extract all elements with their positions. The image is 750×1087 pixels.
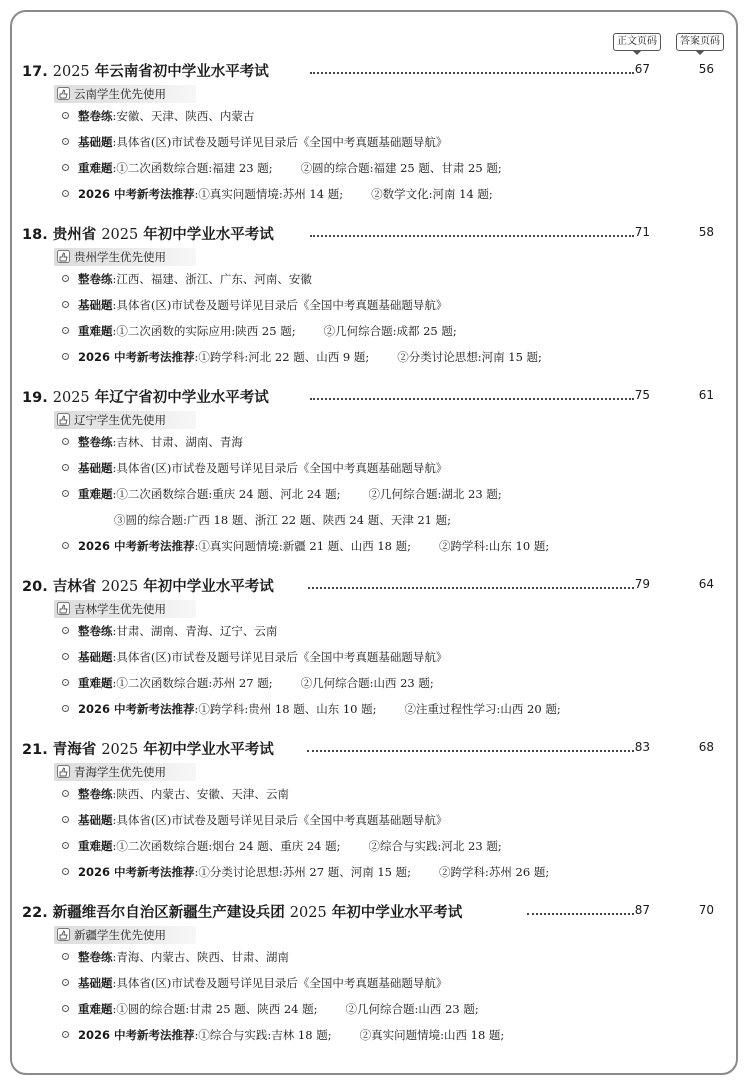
circle-bullet-icon <box>62 112 69 119</box>
section-title-row[interactable] <box>22 60 722 82</box>
toc-item <box>62 155 722 181</box>
item-text: :具体省(区)市试卷及题号详见目录后《全国中考真题基础题导航》 <box>112 135 448 149</box>
item-text: :①综合与实践:吉林 18 题; <box>194 1028 332 1042</box>
toc-item <box>62 292 722 318</box>
banner-label: 贵州学生优先使用 <box>74 250 166 264</box>
section-title-part: 2025 <box>101 227 139 243</box>
item-text: :具体省(区)市试卷及题号详见目录后《全国中考真题基础题导航》 <box>112 461 448 475</box>
circle-bullet-icon <box>62 464 69 471</box>
banner-label: 云南学生优先使用 <box>74 87 166 101</box>
section-title: 19. 2025 年辽宁省初中学业水平考试 <box>22 390 269 406</box>
dot-leader <box>308 579 634 589</box>
answer-page-number: 64 <box>698 577 714 591</box>
item-text: :陕西、内蒙古、安徽、天津、云南 <box>112 787 289 801</box>
item-text: :青海、内蒙古、陕西、甘肃、湖南 <box>112 950 289 964</box>
section-title-part: 青海省 <box>52 742 102 758</box>
item-label: 重难题 <box>78 1002 113 1016</box>
priority-banner <box>54 85 196 103</box>
item-label: 重难题 <box>78 487 113 501</box>
priority-banner <box>54 763 196 781</box>
section-title-part: 年初中学业水平考试 <box>326 905 463 921</box>
main-page-badge: 正文页码 <box>613 33 661 51</box>
item-label: 基础题 <box>78 813 113 827</box>
item-text-secondary: ②几何综合题:成都 25 题; <box>323 324 457 338</box>
section-title-part: 新疆维吾尔自治区新疆生产建设兵团 <box>52 905 290 921</box>
section-title-row[interactable] <box>22 575 722 597</box>
dot-leader <box>527 905 634 915</box>
section-title-row[interactable] <box>22 223 722 245</box>
hand-pointer-icon <box>57 928 70 941</box>
circle-bullet-icon <box>62 301 69 308</box>
section-title-part: 贵州省 <box>52 227 102 243</box>
toc-section <box>22 901 722 1048</box>
main-page-number: 67 <box>634 62 650 76</box>
section-title-part: 年初中学业水平考试 <box>138 742 274 758</box>
item-text: :①圆的综合题:甘肃 25 题、陕西 24 题; <box>112 1002 318 1016</box>
item-text-secondary: ②真实问题情境:山西 18 题; <box>359 1028 505 1042</box>
circle-bullet-icon <box>62 275 69 282</box>
toc-item <box>62 781 722 807</box>
circle-bullet-icon <box>62 842 69 849</box>
toc-item <box>62 970 722 996</box>
answer-page-number: 68 <box>698 740 714 754</box>
circle-bullet-icon <box>62 327 69 334</box>
toc-item <box>62 644 722 670</box>
main-page-number: 75 <box>634 388 650 402</box>
toc-item <box>62 944 722 970</box>
item-text: :吉林、甘肃、湖南、青海 <box>112 435 243 449</box>
item-text-secondary: ②分类讨论思想:河南 15 题; <box>397 350 542 364</box>
circle-bullet-icon <box>62 653 69 660</box>
section-title-part: 2025 <box>289 905 327 921</box>
item-text-secondary: ②综合与实践:河北 23 题; <box>368 839 502 853</box>
section-number: 21 <box>22 742 43 758</box>
banner-label: 辽宁学生优先使用 <box>74 413 166 427</box>
toc-section <box>22 223 722 370</box>
item-text: :江西、福建、浙江、广东、河南、安徽 <box>112 272 312 286</box>
toc-item <box>62 103 722 129</box>
section-title-row[interactable] <box>22 738 722 760</box>
answer-page-number: 58 <box>698 225 714 239</box>
section-number: 20 <box>22 579 43 595</box>
circle-bullet-icon <box>62 705 69 712</box>
item-text-secondary: ②几何综合题:山西 23 题; <box>300 676 434 690</box>
circle-bullet-icon <box>62 1005 69 1012</box>
toc-item <box>62 507 722 533</box>
toc-item <box>62 455 722 481</box>
item-text: :具体省(区)市试卷及题号详见目录后《全国中考真题基础题导航》 <box>112 813 448 827</box>
toc-item <box>62 833 722 859</box>
dot-leader <box>307 742 634 752</box>
toc-item <box>62 618 722 644</box>
circle-bullet-icon <box>62 353 69 360</box>
priority-banner <box>54 411 196 429</box>
section-title: 20. 吉林省 2025 年初中学业水平考试 <box>22 579 274 595</box>
item-label: 2026 中考新考法推荐 <box>78 187 195 201</box>
main-page-number: 71 <box>634 225 650 239</box>
section-title-part: 2025 <box>101 579 139 595</box>
item-label: 基础题 <box>78 650 113 664</box>
banner-label: 吉林学生优先使用 <box>74 602 166 616</box>
section-number: 17 <box>22 64 43 80</box>
priority-banner <box>54 926 196 944</box>
circle-bullet-icon <box>62 816 69 823</box>
answer-page-number: 70 <box>698 903 714 917</box>
circle-bullet-icon <box>62 679 69 686</box>
circle-bullet-icon <box>62 542 69 549</box>
section-title: 22. 新疆维吾尔自治区新疆生产建设兵团 2025 年初中学业水平考试 <box>22 905 463 921</box>
toc-section <box>22 60 722 207</box>
item-label: 基础题 <box>78 461 113 475</box>
answer-page-number: 56 <box>698 62 714 76</box>
item-text-secondary: ②圆的综合题:福建 25 题、甘肃 25 题; <box>300 161 502 175</box>
section-number: 19 <box>22 390 43 406</box>
item-label: 重难题 <box>78 839 113 853</box>
hand-pointer-icon <box>57 87 70 100</box>
hand-pointer-icon <box>57 765 70 778</box>
item-label: 整卷练 <box>78 787 113 801</box>
toc-item <box>62 996 722 1022</box>
circle-bullet-icon <box>62 790 69 797</box>
item-label: 2026 中考新考法推荐 <box>78 702 195 716</box>
section-title-row[interactable] <box>22 386 722 408</box>
item-text: :具体省(区)市试卷及题号详见目录后《全国中考真题基础题导航》 <box>112 650 448 664</box>
item-label: 基础题 <box>78 976 113 990</box>
item-label: 2026 中考新考法推荐 <box>78 865 195 879</box>
section-title: 21. 青海省 2025 年初中学业水平考试 <box>22 742 274 758</box>
item-text: :①二次函数综合题:苏州 27 题; <box>112 676 273 690</box>
item-text: :①分类讨论思想:苏州 27 题、河南 15 题; <box>194 865 412 879</box>
item-text: :①二次函数综合题:烟台 24 题、重庆 24 题; <box>112 839 341 853</box>
item-text-secondary: ②跨学科:苏州 26 题; <box>439 865 550 879</box>
item-label: 基础题 <box>78 135 113 149</box>
dot-leader <box>310 390 634 400</box>
item-label: 重难题 <box>78 161 113 175</box>
hand-pointer-icon <box>57 413 70 426</box>
item-label: 2026 中考新考法推荐 <box>78 350 195 364</box>
item-label: 重难题 <box>78 324 113 338</box>
hand-pointer-icon <box>57 602 70 615</box>
item-text: :①真实问题情境:新疆 21 题、山西 18 题; <box>194 539 412 553</box>
item-text: :①二次函数的实际应用:陕西 25 题; <box>112 324 296 338</box>
toc-item <box>62 670 722 696</box>
item-label: 2026 中考新考法推荐 <box>78 539 195 553</box>
item-text-secondary: ②几何综合题:山西 23 题; <box>345 1002 479 1016</box>
section-title-part: 年辽宁省初中学业水平考试 <box>89 390 269 406</box>
section-title-part: 年初中学业水平考试 <box>138 227 274 243</box>
toc-item <box>62 181 722 207</box>
circle-bullet-icon <box>62 164 69 171</box>
section-title-part: 年初中学业水平考试 <box>138 579 274 595</box>
section-title-part: 2025 <box>52 390 90 406</box>
circle-bullet-icon <box>62 627 69 634</box>
toc-item <box>62 429 722 455</box>
toc-section <box>22 386 722 559</box>
item-text-secondary: ②数学文化:河南 14 题; <box>371 187 493 201</box>
item-text: :具体省(区)市试卷及题号详见目录后《全国中考真题基础题导航》 <box>112 298 448 312</box>
toc-item <box>62 481 722 507</box>
priority-banner <box>54 248 196 266</box>
item-text-secondary: ②跨学科:山东 10 题; <box>439 539 550 553</box>
item-label: 整卷练 <box>78 272 113 286</box>
section-title-part: 2025 <box>101 742 139 758</box>
toc-item <box>62 344 722 370</box>
item-label: 整卷练 <box>78 435 113 449</box>
circle-bullet-icon <box>62 1031 69 1038</box>
section-number: 22 <box>22 905 43 921</box>
item-text: :安徽、天津、陕西、内蒙古 <box>112 109 255 123</box>
toc-item <box>62 1022 722 1048</box>
toc-item <box>62 859 722 885</box>
section-title-row[interactable] <box>22 901 722 923</box>
toc-section <box>22 738 722 885</box>
answer-page-number: 61 <box>698 388 714 402</box>
toc-item <box>62 129 722 155</box>
item-text: :①跨学科:河北 22 题、山西 9 题; <box>194 350 370 364</box>
item-text: :①二次函数综合题:福建 23 题; <box>112 161 273 175</box>
main-page-number: 79 <box>634 577 650 591</box>
circle-bullet-icon <box>62 953 69 960</box>
banner-label: 新疆学生优先使用 <box>74 928 166 942</box>
section-title-part: 2025 <box>52 64 90 80</box>
item-text: :①真实问题情境:苏州 14 题; <box>194 187 344 201</box>
dot-leader <box>310 227 634 237</box>
section-number: 18 <box>22 227 43 243</box>
item-text: :①二次函数综合题:重庆 24 题、河北 24 题; <box>112 487 341 501</box>
item-label: 整卷练 <box>78 950 113 964</box>
item-label: 整卷练 <box>78 624 113 638</box>
item-text-secondary: ②注重过程性学习:山西 20 题; <box>404 702 561 716</box>
section-title-part: 年云南省初中学业水平考试 <box>89 64 269 80</box>
circle-bullet-icon <box>62 979 69 986</box>
section-title: 18. 贵州省 2025 年初中学业水平考试 <box>22 227 274 243</box>
main-page-number: 83 <box>634 740 650 754</box>
item-label: 整卷练 <box>78 109 113 123</box>
circle-bullet-icon <box>62 190 69 197</box>
circle-bullet-icon <box>62 868 69 875</box>
item-label: 基础题 <box>78 298 113 312</box>
item-text: ③圆的综合题:广西 18 题、浙江 22 题、陕西 24 题、天津 21 题; <box>114 513 452 527</box>
priority-banner <box>54 600 196 618</box>
toc-item <box>62 696 722 722</box>
main-page-number: 87 <box>634 903 650 917</box>
dot-leader <box>310 64 634 74</box>
item-text-secondary: ②几何综合题:湖北 23 题; <box>368 487 502 501</box>
toc-item <box>62 807 722 833</box>
item-label: 2026 中考新考法推荐 <box>78 1028 195 1042</box>
toc-item <box>62 533 722 559</box>
item-text: :具体省(区)市试卷及题号详见目录后《全国中考真题基础题导航》 <box>112 976 448 990</box>
circle-bullet-icon <box>62 438 69 445</box>
item-text: :甘肃、湖南、青海、辽宁、云南 <box>112 624 278 638</box>
toc-section <box>22 575 722 722</box>
circle-bullet-icon <box>62 490 69 497</box>
section-title: 17. 2025 年云南省初中学业水平考试 <box>22 64 269 80</box>
answer-page-badge: 答案页码 <box>676 33 724 51</box>
toc-item <box>62 266 722 292</box>
item-text: :①跨学科:贵州 18 题、山东 10 题; <box>194 702 377 716</box>
hand-pointer-icon <box>57 250 70 263</box>
banner-label: 青海学生优先使用 <box>74 765 166 779</box>
section-title-part: 吉林省 <box>52 579 102 595</box>
item-label: 重难题 <box>78 676 113 690</box>
toc-item <box>62 318 722 344</box>
circle-bullet-icon <box>62 138 69 145</box>
